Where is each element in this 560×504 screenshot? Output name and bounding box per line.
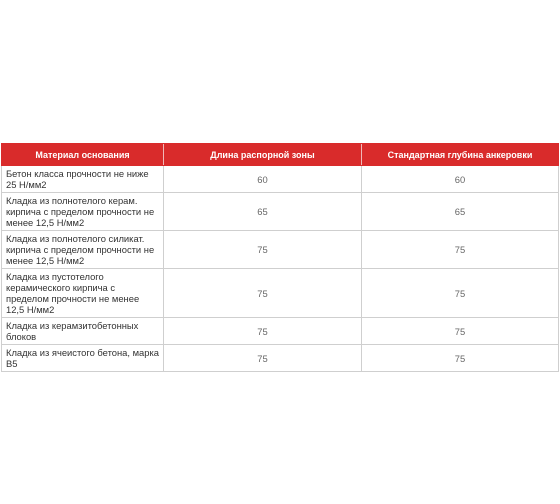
cell-anchoring-depth: 75 <box>362 345 559 372</box>
cell-material: Кладка из ячеистого бетона, марка В5 <box>2 345 164 372</box>
table-row <box>2 318 559 345</box>
header-expansion-length: Длина распорной зоны <box>164 144 362 166</box>
cell-material: Кладка из полнотелого силикат. кирпича с пределом прочности не менее 12,5 Н/мм2 <box>2 231 164 269</box>
table-row <box>2 193 559 231</box>
cell-anchoring-depth: 60 <box>362 166 559 193</box>
cell-expansion-length: 65 <box>164 193 362 231</box>
cell-anchoring-depth: 75 <box>362 269 559 318</box>
anchoring-table-container <box>1 143 558 372</box>
table-row <box>2 269 559 318</box>
header-anchoring-depth: Стандартная глубина анкеровки <box>362 144 559 166</box>
cell-material: Кладка из пустотелого керамического кирпича с пределом прочности не менее 12,5 Н/мм2 <box>2 269 164 318</box>
cell-anchoring-depth: 65 <box>362 193 559 231</box>
cell-expansion-length: 75 <box>164 345 362 372</box>
header-material: Материал основания <box>2 144 164 166</box>
anchoring-table <box>1 143 559 372</box>
table-header-row <box>2 144 559 166</box>
cell-expansion-length: 60 <box>164 166 362 193</box>
cell-anchoring-depth: 75 <box>362 231 559 269</box>
cell-material: Кладка из керамзитобетонных блоков <box>2 318 164 345</box>
table-row <box>2 231 559 269</box>
cell-anchoring-depth: 75 <box>362 318 559 345</box>
cell-material: Кладка из полнотелого керам. кирпича с пределом прочности не менее 12,5 Н/мм2 <box>2 193 164 231</box>
cell-expansion-length: 75 <box>164 231 362 269</box>
cell-expansion-length: 75 <box>164 269 362 318</box>
cell-material: Бетон класса прочности не ниже 25 Н/мм2 <box>2 166 164 193</box>
table-row <box>2 345 559 372</box>
cell-expansion-length: 75 <box>164 318 362 345</box>
table-row <box>2 166 559 193</box>
